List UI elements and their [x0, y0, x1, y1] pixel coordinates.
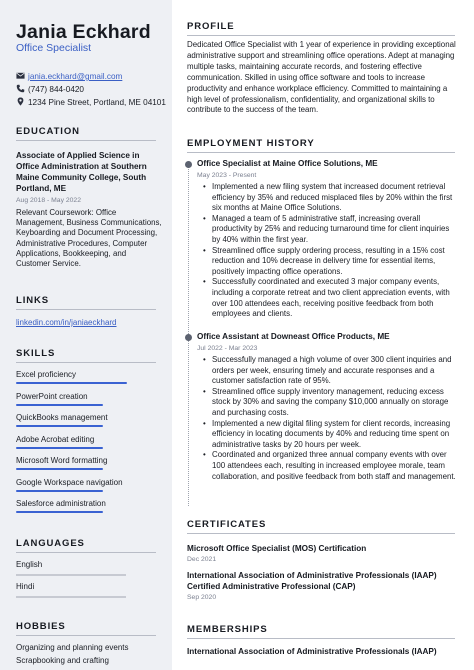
language-item: Hindi: [16, 582, 35, 591]
employment-divider: [187, 152, 455, 153]
languages-heading: LANGUAGES: [16, 538, 85, 549]
skill-label: PowerPoint creation: [16, 391, 88, 401]
certificate-title: International Association of Administrative Professionals (IAAP) Certified Administrative Professional (CAP): [187, 571, 437, 591]
candidate-name: Jania Eckhard: [16, 21, 151, 43]
education-divider: [16, 140, 156, 141]
skill-label: Adobe Acrobat editing: [16, 434, 95, 444]
skill-level-bar: [16, 468, 103, 470]
skill-level-bar: [16, 404, 103, 406]
phone-icon: [16, 84, 25, 93]
job-bullet: • Managed a team of 5 administrative staff, increasing overall productivity by 25% and reducing turnaround time for client inquiries by 40% within the first year.: [212, 214, 459, 246]
job-bullets: [212, 355, 459, 482]
profile-heading: PROFILE: [187, 21, 235, 32]
hobby-item: Organizing and planning events: [16, 643, 129, 652]
certificate-date: Sep 2020: [187, 594, 217, 601]
job-bullet: • Successfully managed a high volume of over 300 client inquiries and orders per week, ensuring timely and accurate responses and a customer satisfaction rate of 95%.: [212, 355, 459, 387]
job-dates: May 2023 - Present: [197, 172, 257, 179]
phone-text: (747) 844-0420: [28, 85, 84, 94]
job-bullet: • Coordinated and organized three annual company events with over 100 attendees each, resulting in increased employee morale, team collaboration, and positive feedback from both staff and management.: [212, 450, 459, 482]
link-linkedin: [16, 318, 117, 327]
linkedin-link[interactable]: linkedin.com/in/janiaeckhard: [16, 318, 117, 327]
language-level-bar: [16, 574, 126, 576]
skill-label: Excel proficiency: [16, 370, 77, 379]
skill-level-bar: [16, 447, 103, 449]
job-bullet: • Streamlined office supply inventory management, reducing excess stock by 30% and saving the company $10,000 annually on storage and purchasing costs.: [212, 387, 459, 419]
mail-icon: [16, 71, 25, 80]
job-bullets: [212, 182, 459, 320]
address-text: 1234 Pine Street, Portland, ME 04101: [28, 98, 166, 107]
skill-label: Google Workspace navigation: [16, 477, 123, 487]
education-coursework: Relevant Coursework: Office Management, Business Communications, Keyboarding and Document Processing, Administrative Procedures, Computer Applications, Bookkeeping, and Customer Service.: [16, 208, 162, 269]
hobby-item: Scrapbooking and crafting: [16, 656, 109, 665]
contact-email: [16, 71, 166, 81]
links-heading: LINKS: [16, 295, 49, 306]
skill-level-bar: [16, 490, 103, 492]
email-link[interactable]: jania.eckhard@gmail.com: [28, 72, 123, 81]
skill-label: Salesforce administration: [16, 499, 106, 508]
memberships-heading: MEMBERSHIPS: [187, 624, 268, 635]
job-dates: Jul 2022 - Mar 2023: [197, 345, 258, 352]
hobbies-heading: HOBBIES: [16, 621, 66, 632]
timeline-dot: [185, 161, 192, 168]
location-pin-icon: [16, 97, 25, 106]
certificates-divider: [187, 533, 455, 534]
skills-divider: [16, 362, 156, 363]
job-title: Office Specialist at Maine Office Solutions, ME: [197, 159, 378, 168]
certificate-date: Dec 2021: [187, 556, 217, 563]
job-bullet: • Successfully coordinated and executed 3 major company events, including a corporate retreat and two client appreciation events, with over 100 attendees each, receiving positive feedback from both employees and clients.: [212, 277, 459, 319]
membership-item: International Association of Administrative Professionals (IAAP): [187, 647, 437, 656]
skills-heading: SKILLS: [16, 348, 56, 359]
skill-label: Microsoft Word formatting: [16, 456, 108, 465]
language-level-bar: [16, 596, 126, 598]
certificates-heading: CERTIFICATES: [187, 519, 267, 530]
links-divider: [16, 309, 156, 310]
language-item: English: [16, 560, 43, 569]
skill-label: QuickBooks management: [16, 413, 108, 422]
hobbies-divider: [16, 635, 156, 636]
profile-summary: Dedicated Office Specialist with 1 year of experience in providing exceptional administrative support and streamlining office operations. Adept at managing multiple tasks, maintaining accurate records, and fostering effective communication. Skilled in using office software and tools to increase productivity and enhance workplace efficiency. Committed to maintaining a high level of professionalism, confidentiality, and organizational skills to contribute to the success of the team.: [187, 40, 456, 115]
contact-phone: [16, 84, 166, 94]
contact-address: [16, 97, 166, 107]
skill-level-bar: [16, 382, 127, 384]
timeline-dot: [185, 334, 192, 341]
languages-divider: [16, 552, 156, 553]
job-bullet: • Implemented a new filing system that increased document retrieval efficiency by 35% and reduced misplaced files by 20% within the first six months at Maine Office Solutions.: [212, 182, 459, 214]
skill-level-bar: [16, 425, 103, 427]
certificate-title: Microsoft Office Specialist (MOS) Certification: [187, 544, 367, 553]
memberships-divider: [187, 638, 455, 639]
job-title: Office Assistant at Downeast Office Products, ME: [197, 332, 390, 341]
job-bullet: • Implemented a new digital filing system for client records, increasing efficiency in locating documents by 40% and reducing time spent on administrative tasks by 20 hours per week.: [212, 419, 459, 451]
job-bullet: • Streamlined office supply ordering process, resulting in a 15% cost reduction and 10% decrease in delivery time for essential items, positively impacting office operations.: [212, 246, 459, 278]
employment-heading: EMPLOYMENT HISTORY: [187, 138, 315, 149]
education-dates: Aug 2018 - May 2022: [16, 197, 81, 204]
education-degree: Associate of Applied Science in Office Administration at Southern Maine Community College, South Portland, ME: [16, 151, 147, 193]
skill-level-bar: [16, 511, 103, 513]
profile-divider: [187, 35, 455, 36]
education-heading: EDUCATION: [16, 126, 80, 137]
candidate-role: Office Specialist: [16, 42, 92, 54]
